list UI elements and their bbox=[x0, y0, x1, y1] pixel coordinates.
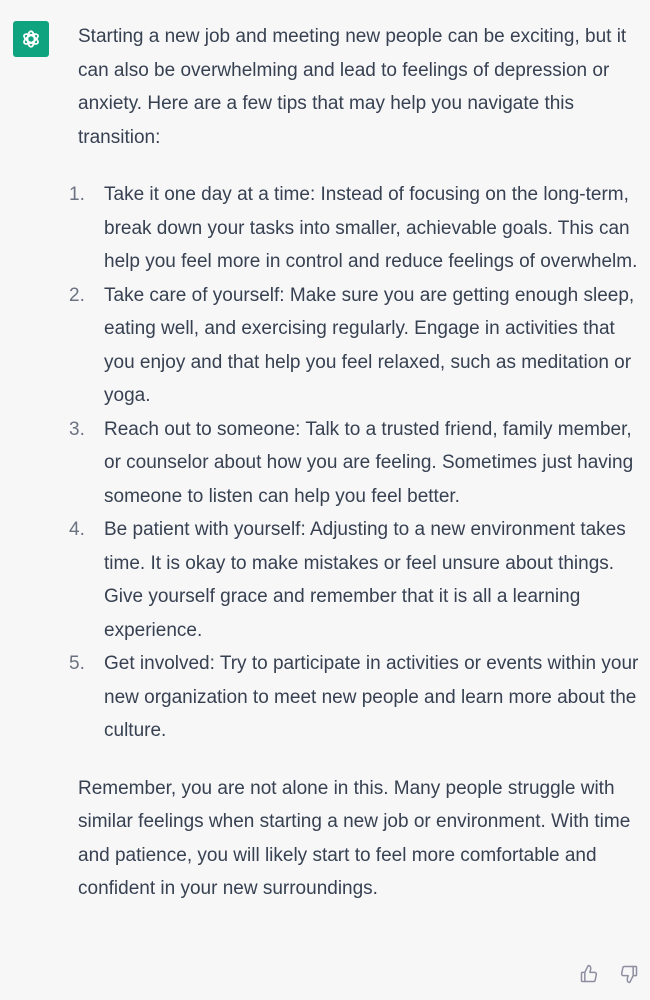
openai-logo-icon bbox=[18, 26, 44, 52]
list-item bbox=[69, 413, 646, 514]
list-item-number: 3. bbox=[69, 418, 85, 440]
list-item-text: Take it one day at a time: Instead of focusing on the long-term, break down your tasks into smaller, achievable goals. This can help you feel more in control and reduce feelings of overwhelm. bbox=[104, 184, 638, 272]
list-item bbox=[69, 647, 646, 748]
message-closing: Remember, you are not alone in this. Many people struggle with similar feelings when starting a new job or environment. With time and patience, you will likely start to feel more comfortable and confident in your new surroundings. bbox=[78, 777, 631, 899]
list-item-text: Take care of yourself: Make sure you are getting enough sleep, eating well, and exercising regularly. Engage in activities that you enjoy and that help you feel relaxed, such as meditation or yoga. bbox=[104, 284, 635, 406]
thumbs-down-button[interactable] bbox=[618, 963, 640, 985]
list-item bbox=[69, 513, 646, 647]
list-item-number: 2. bbox=[69, 284, 85, 306]
list-item-text: Reach out to someone: Talk to a trusted friend, family member, or counselor about how you are feeling. Sometimes just having someone to listen can help you feel better. bbox=[104, 418, 634, 507]
message-intro: Starting a new job and meeting new people can be exciting, but it can also be overwhelming and lead to feelings of depression or anxiety. Here are a few tips that may help you navigate this transition: bbox=[78, 26, 627, 148]
thumbs-up-button[interactable] bbox=[578, 963, 600, 985]
list-item-text: Be patient with yourself: Adjusting to a new environment takes time. It is okay to make mistakes or feel unsure about things. Give yourself grace and remember that it is all a learning experience. bbox=[104, 519, 626, 641]
thumbs-up-icon bbox=[579, 964, 599, 984]
list-item-number: 4. bbox=[69, 519, 85, 540]
assistant-avatar bbox=[13, 21, 49, 57]
feedback-controls bbox=[578, 963, 640, 985]
assistant-message bbox=[69, 20, 646, 906]
tips-list bbox=[69, 178, 646, 748]
thumbs-down-icon bbox=[619, 964, 639, 984]
list-item bbox=[69, 279, 646, 413]
list-item-text: Get involved: Try to participate in activities or events within your new organization to meet new people and learn more about the culture. bbox=[104, 653, 639, 741]
list-item-number: 5. bbox=[69, 653, 85, 674]
list-item-number: 1. bbox=[69, 184, 85, 205]
list-item bbox=[69, 178, 646, 279]
